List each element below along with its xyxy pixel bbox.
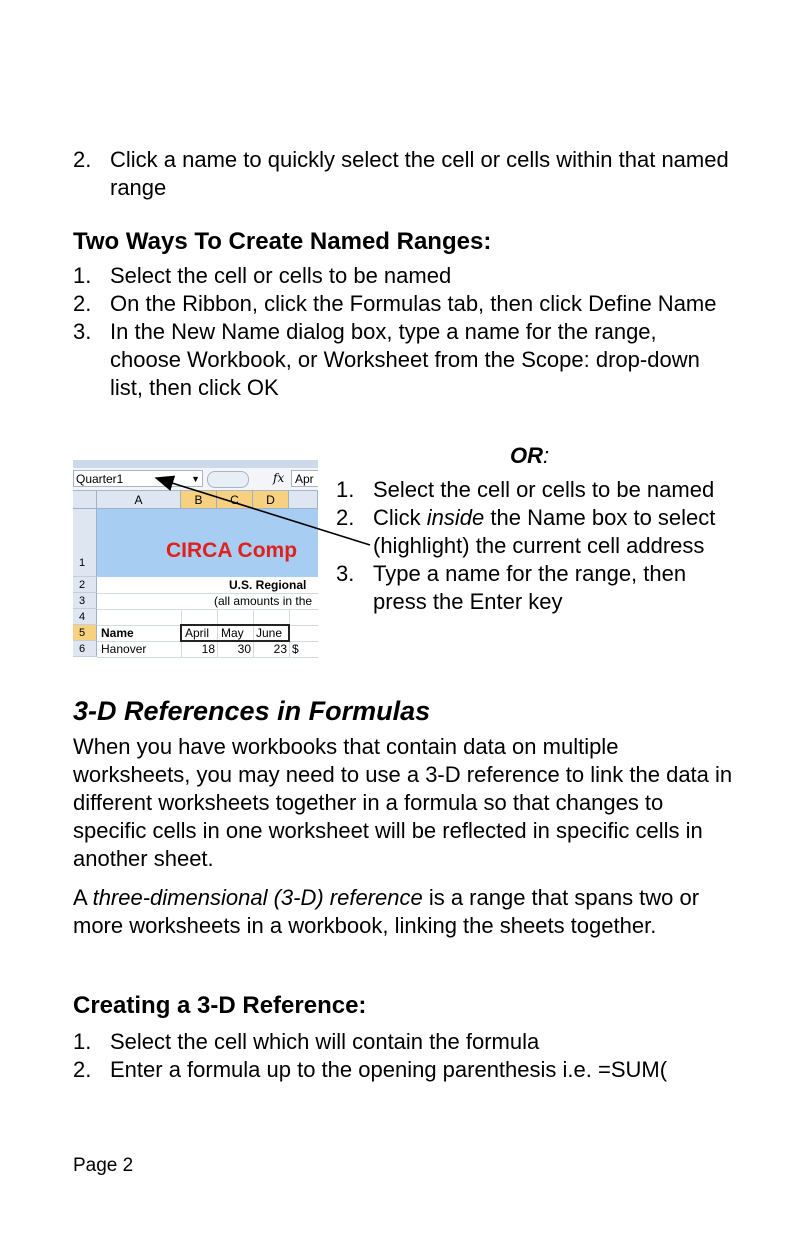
list-text: On the Ribbon, click the Formulas tab, then click Define Name: [110, 291, 717, 316]
sheet-note: (all amounts in the: [214, 594, 313, 608]
list-item: [73, 1056, 733, 1084]
row-header-3[interactable]: 3: [73, 593, 97, 609]
list-number: 1.: [73, 263, 92, 288]
list-number: 2.: [336, 505, 355, 530]
row-header-5[interactable]: 5: [73, 625, 97, 641]
sheet-title: CIRCA Comp: [166, 539, 298, 562]
section-3d-heading: 3-D References in Formulas: [73, 696, 431, 726]
row-header-6[interactable]: 6: [73, 641, 97, 657]
paragraph-emphasis: three-dimensional (3-D) reference: [92, 885, 423, 910]
list-text: Select the cell which will contain the formula: [110, 1029, 540, 1054]
cell-b5[interactable]: April: [185, 626, 210, 640]
cell-c5[interactable]: May: [221, 626, 244, 640]
paragraph-text-after: is a range that spans two or more worksheets in a workbook, linking the sheets together.: [73, 885, 700, 938]
row-header-2[interactable]: 2: [73, 577, 97, 593]
list-item: [73, 1028, 733, 1056]
chevron-down-icon[interactable]: ▼: [191, 474, 200, 484]
sheet-subtitle: U.S. Regional: [229, 578, 307, 592]
column-header-c[interactable]: C: [217, 491, 253, 509]
list-text: Type a name for the range, then press the Enter key: [373, 561, 687, 614]
or-colon: :: [543, 443, 550, 468]
list-text-emphasis: inside: [426, 505, 485, 530]
list-text-after: the Name box to select (highlight) the current cell address: [373, 505, 716, 558]
list-number: 3.: [73, 319, 92, 344]
cell-c6[interactable]: 30: [237, 642, 251, 656]
name-box-value: Quarter1: [76, 472, 124, 486]
cell-a6[interactable]: Hanover: [101, 642, 147, 656]
section-3d-paragraph-2: [73, 884, 733, 940]
list-text: Enter a formula up to the opening parenthesis i.e. =SUM(: [110, 1057, 668, 1082]
cell-d5[interactable]: June: [256, 626, 283, 640]
list-text: Select the cell or cells to be named: [110, 263, 452, 288]
cell-d6[interactable]: 23: [273, 642, 287, 656]
row-header-4[interactable]: 4: [73, 609, 97, 625]
cell-e6[interactable]: $: [292, 642, 299, 656]
page-number: Page 2: [73, 1155, 134, 1176]
list-number: 2.: [73, 291, 92, 316]
paragraph-text-before: A: [73, 885, 93, 910]
list-number: 1.: [73, 1029, 92, 1054]
list-number: 3.: [336, 561, 355, 586]
column-header-d[interactable]: D: [253, 491, 289, 509]
fx-icon[interactable]: fx: [273, 471, 285, 485]
creating-heading: Creating a 3-D Reference:: [73, 992, 367, 1019]
column-header-b[interactable]: B: [181, 491, 217, 509]
list-number: 2.: [73, 147, 92, 172]
list-text: Select the cell or cells to be named: [373, 477, 715, 502]
column-header-a[interactable]: A: [97, 491, 181, 509]
or-word: OR: [510, 443, 543, 468]
list-number: 2.: [73, 1057, 92, 1082]
cell-b6[interactable]: 18: [201, 642, 215, 656]
section-3d-paragraph-1: When you have workbooks that contain data on multiple worksheets, you may need to use a 3-D reference to link the data in different worksheets together in a formula so that changes to specific cells in one worksheet will be reflected in specific cells in another sheet.: [73, 734, 733, 871]
two-ways-heading: Two Ways To Create Named Ranges:: [73, 228, 492, 255]
list-text-before: Click: [373, 505, 427, 530]
list-number: 1.: [336, 477, 355, 502]
list-text: In the New Name dialog box, type a name for the range, choose Workbook, or Worksheet from the Scope: drop-down list, then click OK: [110, 319, 700, 400]
cell-a5[interactable]: Name: [101, 626, 134, 640]
formula-input[interactable]: Apr: [291, 470, 318, 487]
list-text: Click a name to quickly select the cell or cells within that named range: [110, 147, 729, 200]
row-header-1[interactable]: 1: [73, 509, 97, 577]
creating-list: [73, 1028, 733, 1084]
